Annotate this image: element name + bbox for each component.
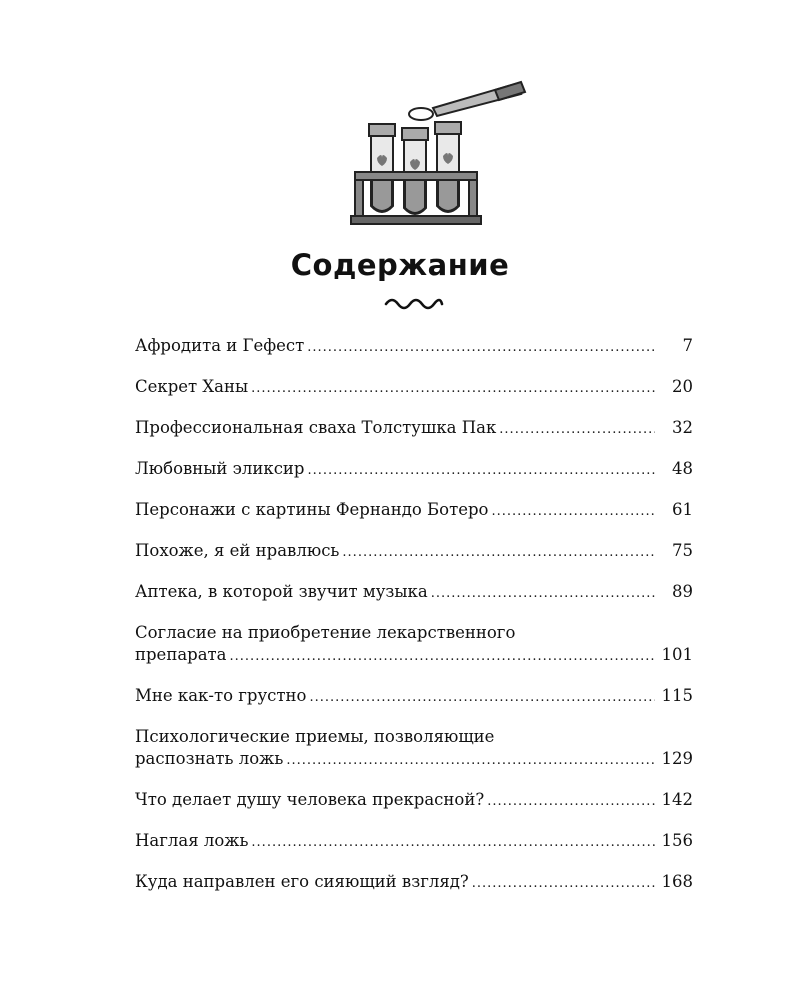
toc-entry-page-number: 7 xyxy=(682,336,693,355)
toc-entry-page-number: 61 xyxy=(672,500,693,519)
toc-entry-title: Что делает душу человека прекрасной? xyxy=(135,790,485,809)
toc-dot-leader xyxy=(487,791,655,813)
wave-ornament-icon xyxy=(384,294,444,312)
table-of-contents xyxy=(135,335,693,912)
pipette-icon xyxy=(409,82,525,120)
toc-entry-title: Секрет Ханы xyxy=(135,377,249,396)
toc-entry-title: Персонажи с картины Фернандо Ботеро xyxy=(135,500,489,519)
toc-entry-title: Похоже, я ей нравлюсь xyxy=(135,541,340,560)
toc-dot-leader xyxy=(431,583,655,605)
toc-entry-title-line1: Психологические приемы, позволяющие xyxy=(135,727,495,746)
toc-entry xyxy=(135,789,693,813)
toc-dot-leader xyxy=(492,501,656,523)
toc-entry-title: Афродита и Гефест xyxy=(135,336,305,355)
toc-entry-title: Аптека, в которой звучит музыка xyxy=(135,582,428,601)
toc-entry xyxy=(135,376,693,400)
test-tube-right xyxy=(435,122,461,212)
toc-entry-page-number: 168 xyxy=(661,872,693,891)
toc-dot-leader xyxy=(251,378,655,400)
toc-dot-leader xyxy=(309,687,655,709)
toc-entry xyxy=(135,830,693,854)
toc-entry-page-number: 115 xyxy=(661,686,693,705)
toc-entry-title: распознать ложь xyxy=(135,749,284,768)
toc-entry xyxy=(135,581,693,605)
toc-entry-page-number: 129 xyxy=(661,749,693,768)
toc-entry-title: Мне как-то грустно xyxy=(135,686,307,705)
toc-entry xyxy=(135,685,693,709)
test-tubes-illustration-icon xyxy=(345,76,535,226)
toc-entry-page-number: 142 xyxy=(661,790,693,809)
toc-entry-title: Наглая ложь xyxy=(135,831,249,850)
toc-entry-page-number: 101 xyxy=(661,645,693,664)
toc-entry-title: Любовный эликсир xyxy=(135,459,305,478)
toc-entry-page-number: 75 xyxy=(672,541,693,560)
toc-dot-leader xyxy=(251,832,655,854)
toc-dot-leader xyxy=(472,873,655,895)
toc-entry-page-number: 20 xyxy=(672,377,693,396)
toc-dot-leader xyxy=(286,750,655,772)
toc-entry xyxy=(135,726,693,772)
toc-dot-leader xyxy=(230,646,655,668)
toc-entry xyxy=(135,499,693,523)
toc-dot-leader xyxy=(499,419,655,441)
toc-entry xyxy=(135,458,693,482)
toc-entry-title-line1: Согласие на приобретение лекарственного xyxy=(135,623,516,642)
toc-entry-title: Куда направлен его сияющий взгляд? xyxy=(135,872,469,891)
toc-entry xyxy=(135,540,693,564)
toc-entry xyxy=(135,335,693,359)
toc-entry-title: Профессиональная сваха Толстушка Пак xyxy=(135,418,497,437)
toc-dot-leader xyxy=(307,337,655,359)
toc-entry xyxy=(135,417,693,441)
toc-entry-page-number: 32 xyxy=(672,418,693,437)
toc-dot-leader xyxy=(342,542,655,564)
toc-entry-page-number: 89 xyxy=(672,582,693,601)
toc-entry-title: препарата xyxy=(135,645,227,664)
test-tube-left xyxy=(369,124,395,212)
toc-entry xyxy=(135,871,693,895)
toc-entry-page-number: 48 xyxy=(672,459,693,478)
toc-entry-page-number: 156 xyxy=(661,831,693,850)
toc-dot-leader xyxy=(308,460,656,482)
toc-entry xyxy=(135,622,693,668)
page-title: Содержание xyxy=(290,248,510,282)
